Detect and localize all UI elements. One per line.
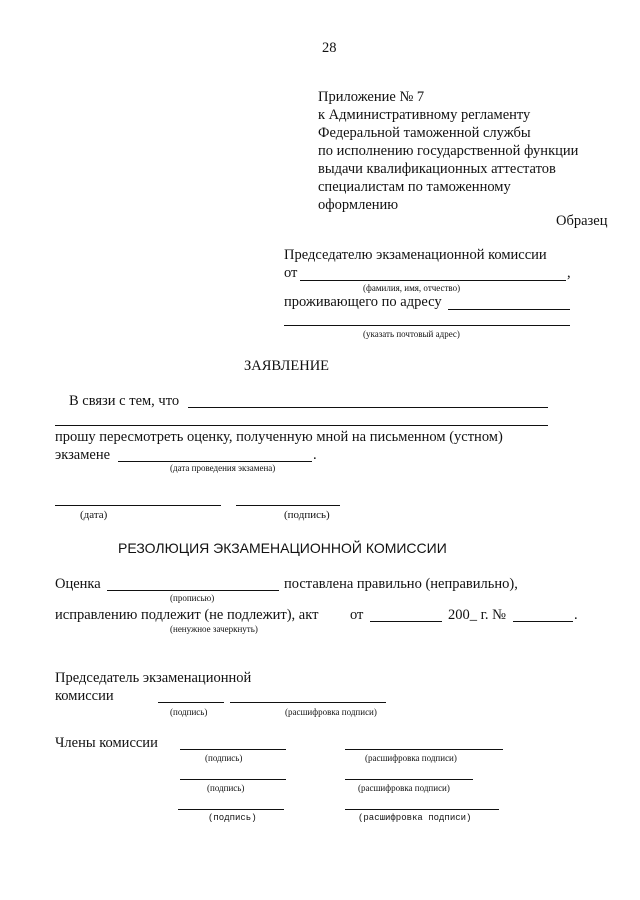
fio-hint: (фамилия, имя, отчество) — [363, 283, 461, 293]
member-signature-hint: (подпись) — [205, 753, 243, 763]
final-dot: . — [574, 607, 578, 623]
date-line[interactable] — [55, 505, 221, 506]
words-hint: (прописью) — [170, 593, 215, 603]
chairman-label: Председатель экзаменационной — [55, 670, 252, 686]
signature-line[interactable] — [236, 505, 340, 506]
grade-label: Оценка — [55, 576, 101, 592]
exam-dot: . — [313, 447, 317, 463]
member-decode-hint: (расшифровка подписи) — [358, 783, 450, 793]
appendix-line: к Административному регламенту — [318, 107, 531, 123]
statement-title: ЗАЯВЛЕНИЕ — [244, 358, 330, 374]
residing-label: проживающего по адресу — [284, 294, 442, 310]
members-label: Члены комиссии — [55, 735, 158, 751]
appendix-line: выдачи квалификационных аттестатов — [318, 161, 556, 177]
appendix-line: Приложение № 7 — [318, 89, 425, 105]
member-decode-line[interactable] — [345, 779, 473, 780]
year-label: 200_ г. № — [448, 607, 507, 623]
exam-label: экзамене — [55, 447, 111, 463]
chairman-label-2: комиссии — [55, 688, 114, 704]
appendix-line: специалистам по таможенному — [318, 179, 511, 195]
appendix-line: по исполнению государственной функции — [318, 143, 579, 159]
member-signature-line[interactable] — [180, 749, 286, 750]
reason-line-2[interactable] — [55, 425, 548, 426]
chairman-signature-line[interactable] — [158, 702, 224, 703]
chairman-decode-hint: (расшифровка подписи) — [285, 707, 377, 717]
member-signature-hint: (подпись) — [208, 813, 257, 823]
addressee-title: Председателю экзаменационной комиссии — [284, 247, 547, 263]
chairman-decode-line[interactable] — [230, 702, 386, 703]
address-line-1[interactable] — [448, 309, 570, 310]
member-decode-line[interactable] — [345, 809, 499, 810]
correction-text: исправлению подлежит (не подлежит), акт — [55, 607, 319, 623]
request-text: прошу пересмотреть оценку, полученную мной на письменном (устном) — [55, 429, 503, 445]
member-decode-hint: (расшифровка подписи) — [365, 753, 457, 763]
member-decode-line[interactable] — [345, 749, 503, 750]
grade-line[interactable] — [107, 590, 279, 591]
appendix-line: Федеральной таможенной службы — [318, 125, 531, 141]
date-hint: (дата) — [80, 509, 108, 521]
member-signature-line[interactable] — [180, 779, 286, 780]
exam-date-hint: (дата проведения экзамена) — [170, 463, 276, 473]
page-number: 28 — [322, 40, 337, 56]
member-signature-hint: (подпись) — [207, 783, 245, 793]
appendix-line: оформлению — [318, 197, 399, 213]
member-decode-hint: (расшифровка подписи) — [358, 813, 472, 823]
act-date-line[interactable] — [370, 621, 442, 622]
act-number-line[interactable] — [513, 621, 573, 622]
signature-hint: (подпись) — [284, 509, 330, 521]
resolution-title: РЕЗОЛЮЦИЯ ЭКЗАМЕНАЦИОННОЙ КОМИССИИ — [118, 540, 447, 556]
strike-hint: (ненужное зачеркнуть) — [170, 624, 258, 634]
exam-date-line[interactable] — [118, 461, 312, 462]
chairman-signature-hint: (подпись) — [170, 707, 208, 717]
comma: , — [567, 265, 571, 281]
fio-line[interactable] — [300, 280, 566, 281]
address-line-2[interactable] — [284, 325, 570, 326]
member-signature-line[interactable] — [178, 809, 284, 810]
act-from-label: от — [350, 607, 364, 623]
reason-label: В связи с тем, что — [69, 393, 180, 409]
sample-label: Образец — [556, 213, 608, 229]
grade-status: поставлена правильно (неправильно), — [284, 576, 518, 592]
address-hint: (указать почтовый адрес) — [363, 329, 460, 339]
from-label: от — [284, 265, 298, 281]
reason-line-1[interactable] — [188, 407, 548, 408]
